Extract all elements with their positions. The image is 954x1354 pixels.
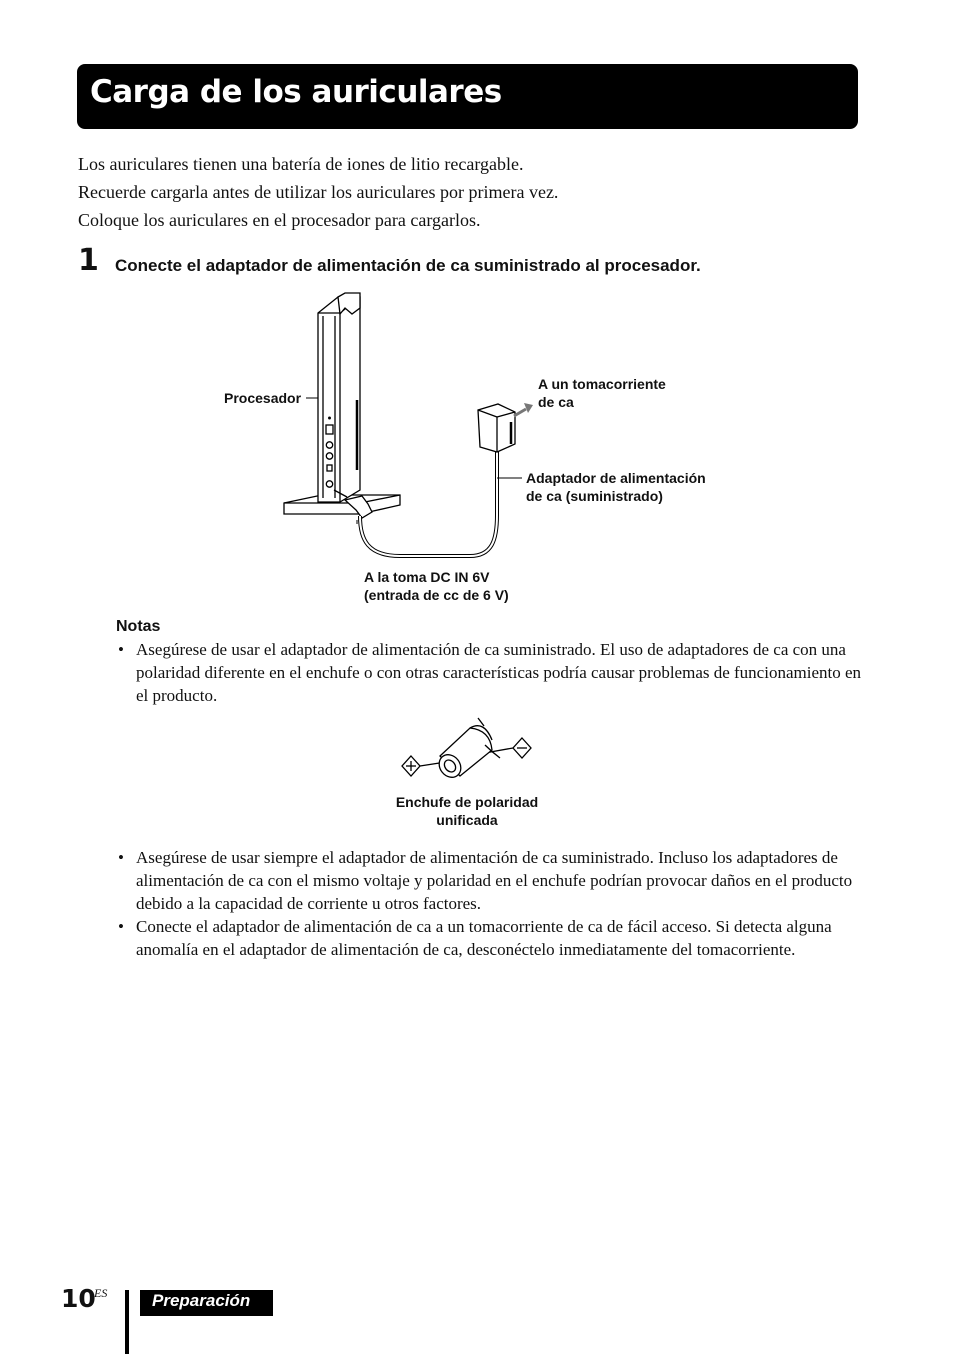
processor-label: Procesador xyxy=(224,390,302,406)
section-tab xyxy=(140,1290,273,1316)
step-instruction: Conecte el adaptador de alimentación de ca suministrado al procesador. xyxy=(115,256,701,275)
intro-line: Los auriculares tienen una batería de iones de litio recargable. xyxy=(78,154,524,174)
step-number: 1 xyxy=(78,243,99,278)
page-title: Carga de los auriculares xyxy=(90,74,502,110)
note-item xyxy=(118,846,863,915)
note-item xyxy=(118,915,863,961)
bullet-marker: • xyxy=(118,848,124,867)
note-text: Asegúrese de usar siempre el adaptador de alimentación de ca suministrado. Incluso los adaptadores de alimentación de ca con el mismo voltaje y polaridad en el enchufe podrían provocar daños en el producto debido a la capacidad de corriente u otros factores. xyxy=(136,848,853,913)
page-language-suffix: ES xyxy=(94,1286,108,1300)
footer-divider xyxy=(125,1290,129,1354)
section-label: Preparación xyxy=(152,1291,251,1310)
note-text: Asegúrese de usar el adaptador de alimentación de ca suministrado. El uso de adaptadores de ca con una polaridad diferente en el enchufe o con otras características podría causar problemas de funcionamiento en el producto. xyxy=(136,640,862,705)
plug-caption: Enchufe de polaridad unificada xyxy=(395,794,539,828)
intro-line: Recuerde cargarla antes de utilizar los auriculares por primera vez. xyxy=(78,182,559,202)
page-number: 10 xyxy=(61,1284,96,1313)
bullet-marker: • xyxy=(118,640,124,659)
outlet-label: A un tomacorriente de ca xyxy=(538,376,666,410)
adapter-label: Adaptador de alimentación de ca (suministrado) xyxy=(526,470,706,504)
note-text: Conecte el adaptador de alimentación de ca a un tomacorriente de ca de fácil acceso. Si detecta alguna anomalía en el adaptador de alimentación de ca, desconéctelo inmediatamente del tomacorriente. xyxy=(136,917,832,959)
notes-heading: Notas xyxy=(116,618,161,635)
dc-in-label: A la toma DC IN 6V (entrada de cc de 6 V) xyxy=(364,569,509,603)
bullet-marker: • xyxy=(118,917,124,936)
intro-line: Coloque los auriculares en el procesador para cargarlos. xyxy=(78,210,481,230)
